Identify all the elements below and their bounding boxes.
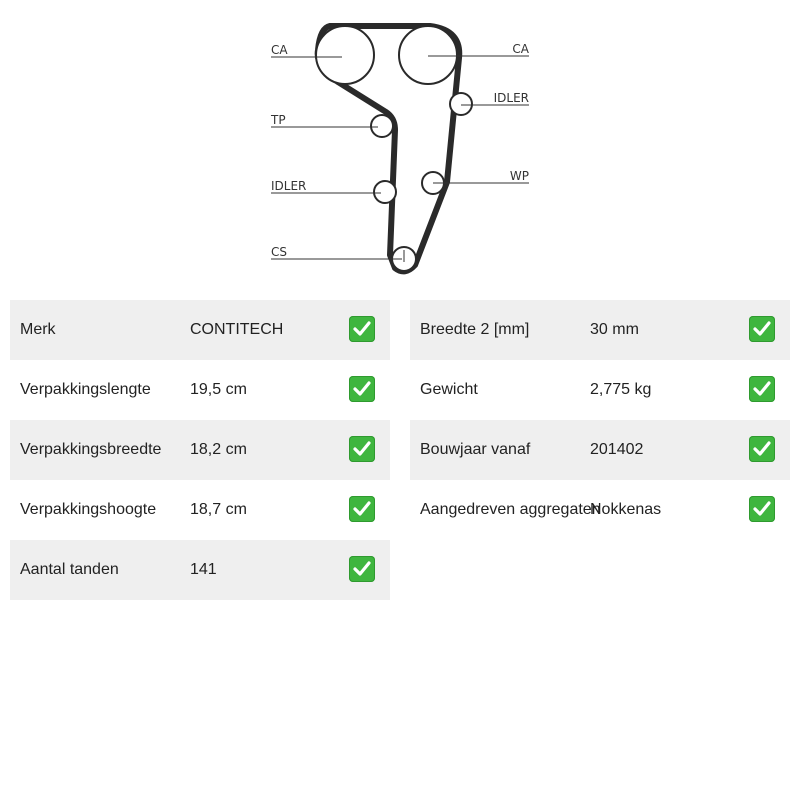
label-wp: WP xyxy=(509,169,529,183)
spec-row xyxy=(410,300,790,360)
spec-row xyxy=(10,540,390,600)
spec-value: 2,775 kg xyxy=(590,381,652,398)
label-idler-right: IDLER xyxy=(493,91,529,105)
spec-table-right xyxy=(410,300,790,540)
spec-value: 19,5 cm xyxy=(190,381,247,398)
check-mark-icon xyxy=(349,496,375,522)
belt-drive-diagram xyxy=(260,10,540,285)
idler-pulley-left xyxy=(374,181,396,203)
spec-row xyxy=(410,480,790,540)
spec-table-left xyxy=(10,300,390,600)
spec-label: Verpakkingsbreedte xyxy=(20,441,162,458)
check-mark-icon xyxy=(749,496,775,522)
check-mark-icon xyxy=(749,316,775,342)
spec-label: Gewicht xyxy=(420,381,478,398)
camshaft-pulley-left xyxy=(316,26,374,84)
spec-row xyxy=(410,360,790,420)
spec-label: Aantal tanden xyxy=(20,561,119,578)
label-idler-left: IDLER xyxy=(271,179,307,193)
check-mark-icon xyxy=(749,436,775,462)
label-ca-left: CA xyxy=(271,43,288,57)
spec-label: Breedte 2 [mm] xyxy=(420,321,530,338)
spec-value: 30 mm xyxy=(590,321,639,338)
spec-label: Merk xyxy=(20,321,56,338)
spec-row xyxy=(10,300,390,360)
spec-value: 18,7 cm xyxy=(190,501,247,518)
check-mark-icon xyxy=(349,316,375,342)
spec-label: Verpakkingslengte xyxy=(20,381,151,398)
spec-row xyxy=(410,420,790,480)
spec-value: 141 xyxy=(190,561,217,578)
label-cs: CS xyxy=(271,245,287,259)
label-ca-right: CA xyxy=(512,42,529,56)
spec-row xyxy=(10,360,390,420)
check-mark-icon xyxy=(349,376,375,402)
check-mark-icon xyxy=(349,436,375,462)
spec-value: Nokkenas xyxy=(590,501,662,518)
spec-value: 201402 xyxy=(590,441,644,458)
label-tp: TP xyxy=(271,113,286,127)
spec-row xyxy=(10,420,390,480)
camshaft-pulley-right xyxy=(399,26,457,84)
spec-label: Bouwjaar vanaf xyxy=(420,441,531,458)
tensioner-pulley xyxy=(371,115,393,137)
spec-row xyxy=(10,480,390,540)
spec-value: CONTITECH xyxy=(190,321,284,338)
spec-value: 18,2 cm xyxy=(190,441,247,458)
check-mark-icon xyxy=(349,556,375,582)
idler-pulley-right xyxy=(450,93,472,115)
spec-label: Aangedreven aggregaten xyxy=(420,501,601,518)
check-mark-icon xyxy=(749,376,775,402)
spec-label: Verpakkingshoogte xyxy=(20,501,157,518)
